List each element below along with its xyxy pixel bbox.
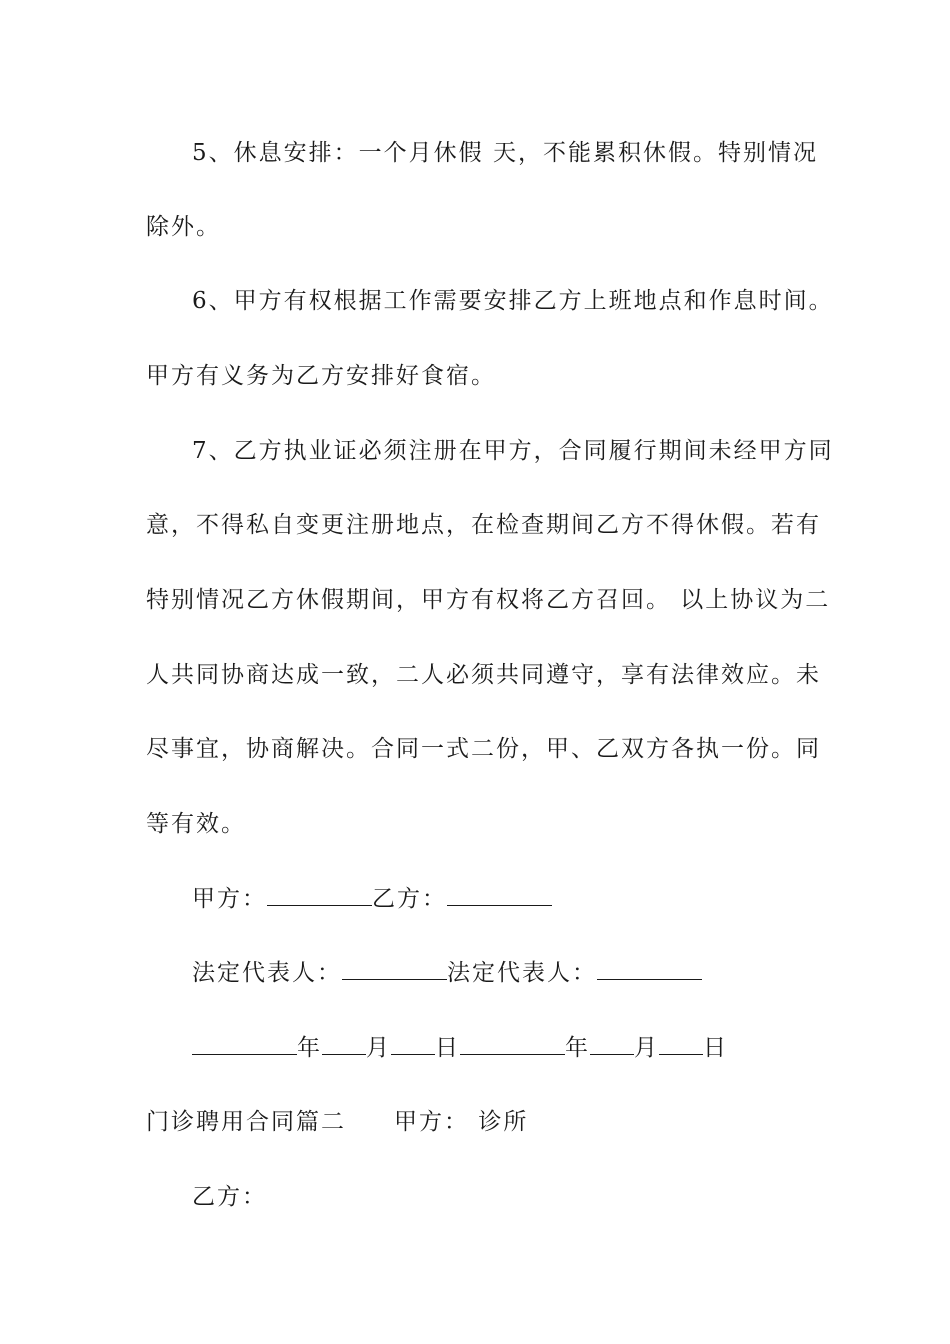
section-party-a-label: 甲方： xyxy=(394,1109,469,1135)
month-b-label: 月 xyxy=(634,1035,659,1061)
rep-a-label: 法定代表人： xyxy=(192,960,342,986)
party-a-label: 甲方： xyxy=(192,886,267,912)
clause-5-line-2: 除外。 xyxy=(146,214,221,240)
clause-7-line-5: 尽事宜，协商解决。合同一式二份，甲、乙双方各执一份。同 xyxy=(146,736,821,762)
section-party-a-value: 诊所 xyxy=(478,1109,529,1135)
clause-7-line-4: 人共同协商达成一致，二人必须共同遵守，享有法律效应。未 xyxy=(146,662,821,688)
rep-b-label: 法定代表人： xyxy=(447,960,597,986)
day-a-label: 日 xyxy=(435,1035,460,1061)
month-a-blank xyxy=(322,1034,366,1055)
year-a-blank xyxy=(192,1034,297,1055)
representative-row xyxy=(192,958,702,988)
party-signature-row xyxy=(192,884,552,914)
clause-7-line-1: 7、乙方执业证必须注册在甲方，合同履行期间未经甲方同 xyxy=(192,438,834,464)
year-a-label: 年 xyxy=(297,1035,322,1061)
clause-7-line-6: 等有效。 xyxy=(146,811,246,837)
day-b-blank xyxy=(659,1034,703,1055)
year-b-label: 年 xyxy=(565,1035,590,1061)
date-row xyxy=(192,1033,728,1063)
clause-7-line-3: 特别情况乙方休假期间，甲方有权将乙方召回。 以上协议为二 xyxy=(146,587,831,613)
party-b-blank xyxy=(447,885,552,906)
section-party-b-row xyxy=(192,1182,267,1212)
month-b-blank xyxy=(590,1034,634,1055)
rep-b-blank xyxy=(597,959,702,980)
clause-5-line-1: 5、休息安排：一个月休假 天，不能累积休假。特别情况 xyxy=(192,140,818,166)
rep-a-blank xyxy=(342,959,447,980)
section-title: 门诊聘用合同篇二 xyxy=(146,1109,346,1135)
month-a-label: 月 xyxy=(366,1035,391,1061)
clause-6-line-2: 甲方有义务为乙方安排好食宿。 xyxy=(146,363,496,389)
party-b-label: 乙方： xyxy=(372,886,447,912)
day-a-blank xyxy=(391,1034,435,1055)
year-b-blank xyxy=(460,1034,565,1055)
clause-6-line-1: 6、甲方有权根据工作需要安排乙方上班地点和作息时间。 xyxy=(192,288,834,314)
clause-7-line-2: 意，不得私自变更注册地点，在检查期间乙方不得休假。若有 xyxy=(146,512,821,538)
next-contract-heading-row xyxy=(146,1107,528,1137)
section-party-b-label: 乙方： xyxy=(192,1184,267,1210)
day-b-label: 日 xyxy=(703,1035,728,1061)
party-a-blank xyxy=(267,885,372,906)
